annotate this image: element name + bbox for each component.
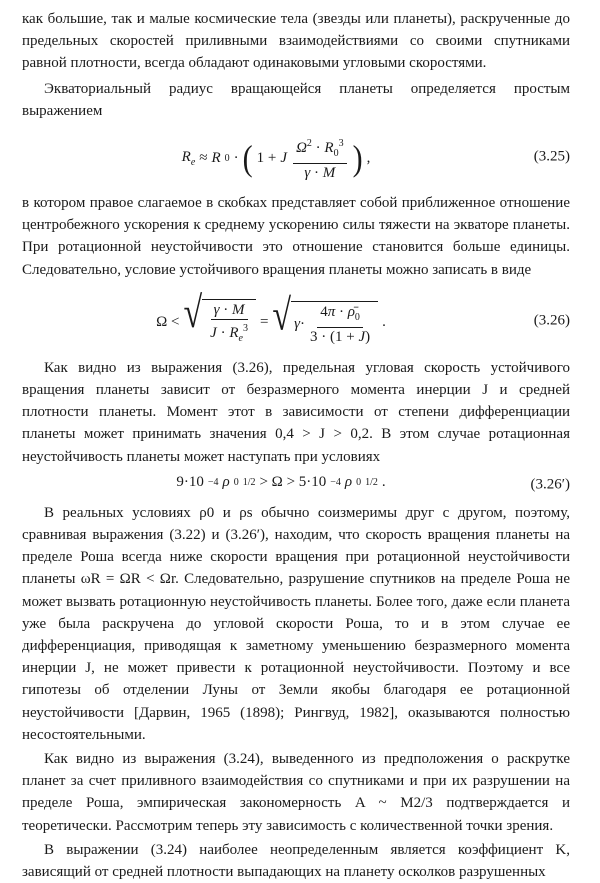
equation-number: (3.26′) (530, 476, 570, 493)
equation-number: (3.26) (533, 312, 570, 329)
paragraph-2: Экваториальный радиус вращающейся планеты определяется простым выражением (22, 80, 570, 119)
equation-3-26: Ω < √ $\frac{\gamma \cdot M}{J \cdot R_e^3}$ = √ γ · $\frac{4\pi \cdot \rhō_0}{3 \cdot (1 + J)}$ . (3.26) (156, 289, 570, 345)
paragraph-7: В выражении (3.24) наиболее неопределенным является коэффициент K, зависящий от средней плотности выпадающих на планету осколков разрушенных (22, 841, 570, 881)
paragraph-6: Как видно из выражения (3.24), выведенного из предположения о раскрутке планет за счет приливного взаимодействия со спутниками и при их разрушении на пределе Роша, эмпирическая закономерность A ~ M2/3 подтверждается и теоретически. Рассмотрим теперь эту зависимость с количественной точки зрения. (22, 751, 570, 834)
equation-3-25: $R_e$ ≈ R 0 · ( 1 + J $\frac{\Omega^2 \cdot R_0^3}{\gamma \cdot M}$ ) , (3.25) (181, 138, 570, 182)
equation-number: (3.25) (533, 148, 570, 165)
paragraph-5: В реальных условиях ρ0 и ρs обычно соизмеримы друг с другом, поэтому, сравнивая выражения (3.22) и (3.26′), находим, что скорость вращения планеты на пределе Роша всегда ниже скорости вращения при ротационной неустойчивости планеты ωR = ΩR < Ωr. Следовательно, разрушение спутников на пределе Роша не может вызвать ротационную неустойчивость планеты. Более того, даже если планета уже была раскручена до угловой скорости Роша, то и в этом случае ее дифференциация, приводящая к заметному уменьшению безразмерного момента инерции J, не может привести к ротационной неустойчивости. Поэтому и все гипотезы об отделении Луны от Земли якобы благодаря ее ротационной неустойчивости [Дарвин, 1965 (1898); Рингвуд, 1982], оказываются полностью несостоятельными. (22, 504, 570, 743)
paragraph-3: в котором правое слагаемое в скобках представляет собой приближенное отношение центробежного ускорения к среднему ускорению силы тяжести на экваторе планеты. При ротационной неустойчивости это отношение становится больше единицы. Следовательно, условие устойчивого вращения планеты можно записать в виде (22, 195, 570, 278)
page (22, 8, 570, 883)
paragraph-4: Как видно из выражения (3.26), предельная угловая скорость устойчивого вращения планеты зависит от безразмерного момента инерции J и средней плотности планеты. Момент этот в зависимости от степени дифференциации планеты может принимать значения 0,4 > J > 0,2. В этом случае ротационная неустойчивость планеты может наступать при условиях (22, 359, 570, 465)
equation-3-26-prime: 9·10 −4 ρ 0 1/2 > Ω > 5·10 −4 ρ 0 1/2 . (3.26′) (176, 473, 570, 493)
paragraph-1: как большие, так и малые космические тела (звезды или планеты), раскрученные до предельных скоростей приливными взаимодействиями со своими спутниками равной плотности, всегда обладают одинаковыми угловыми скоростями. (22, 11, 570, 72)
